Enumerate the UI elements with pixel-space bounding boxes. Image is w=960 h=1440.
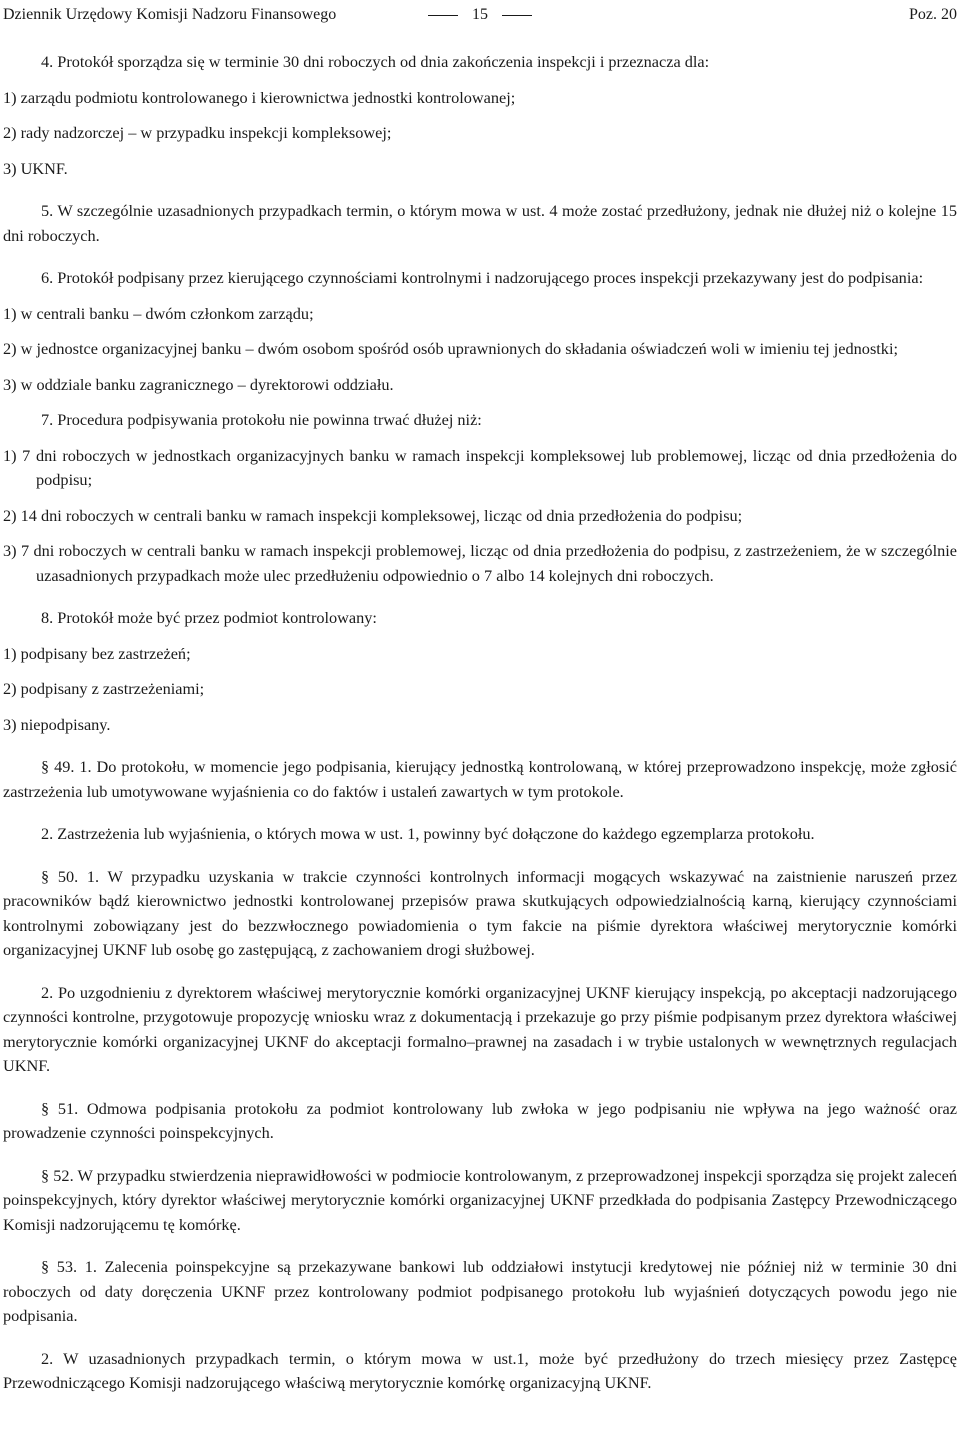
paragraph: § 51. Odmowa podpisania protokołu za podmiot kontrolowany lub zwłoka w jego podpisaniu nie wpływa na jego ważność oraz prowadzenie czynności poinspekcyjnych.	[3, 1098, 957, 1142]
paragraph: 4. Protokół sporządza się w terminie 30 dni roboczych od dnia zakończenia inspekcji i przeznacza dla:	[41, 52, 710, 71]
paragraph: § 50. 1. W przypadku uzyskania w trakcie czynności kontrolnych informacji mogących wskazywać na zaistnienie naruszeń przez pracowników bądź kierownictwo jednostki kontrolowanej przepisów prawa skutkujących odpowiedzialnością karną, kierujący czynnościami kontrolnymi zobowiązany jest do bezzwłocznego powiadomienia o tym fakcie na piśmie dyrektora właściwej merytorycznie komórki organizacyjnej UKNF lub osobę go zastępującą, z zachowaniem drogi służbowej.	[3, 866, 957, 959]
paragraph: § 52. W przypadku stwierdzenia nieprawidłowości w podmiocie kontrolowanym, z przeprowadzonej inspekcji sporządza się projekt zaleceń poinspekcyjnych, który dyrektor właściwej merytorycznie komórki organizacyjnej UKNF przedkłada do podpisania Zastępcy Przewodniczącego Komisji nadzorującemu tę komórkę.	[3, 1165, 957, 1234]
paragraph: § 49. 1. Do protokołu, w momencie jego podpisania, kierujący jednostką kontrolowaną, w której przeprowadzono inspekcję, może zgłosić zastrzeżenia lub umotywowane wyjaśnienia co do faktów i ustaleń zawartych w tym protokole.	[3, 757, 957, 801]
list-item: 3) w oddziale banku zagranicznego – dyrektorowi oddziału.	[3, 374, 394, 394]
paragraph: 6. Protokół podpisany przez kierującego czynnościami kontrolnymi i nadzorującego proces inspekcji przekazywany jest do podpisania:	[41, 268, 924, 287]
paragraph: § 53. 1. Zalecenia poinspekcyjne są przekazywane bankowi lub oddziałowi instytucji kredytowej nie później niż w terminie 30 dni roboczych od daty doręczenia UKNF przez kontrolowany podmiot podpisanego protokołu lub wyjaśnień dotyczących powodu jego nie podpisania.	[3, 1257, 957, 1325]
list-item: 3) niepodpisany.	[3, 714, 111, 734]
document-body	[3, 50, 957, 1407]
dash-right	[502, 15, 532, 16]
list-item: 2) 14 dni roboczych w centrali banku w ramach inspekcji kompleksowej, licząc od dnia przedłożenia do podpisu;	[3, 505, 743, 525]
paragraph: 2. Zastrzeżenia lub wyjaśnienia, o których mowa w ust. 1, powinny być dołączone do każdego egzemplarza protokołu.	[41, 824, 815, 843]
dash-left	[428, 15, 458, 16]
paragraph: 2. Po uzgodnieniu z dyrektorem właściwej merytorycznie komórki organizacyjnej UKNF kierujący inspekcją, po akceptacji nadzorującego czynności kontrolne, przygotowuje propozycję wniosku wraz z dokumentacją i przekazuje go przy piśmie podpisanym przez dyrektora właściwej merytorycznie komórki organizacyjnej UKNF do akceptacji formalno–prawnej na zasadach i w trybie ustalonych w wewnętrznych regulacjach UKNF.	[3, 982, 957, 1075]
page-header	[3, 6, 957, 30]
list-item: 1) 7 dni roboczych w jednostkach organizacyjnych banku w ramach inspekcji kompleksowej lub problemowej, licząc od dnia przedłożenia do podpisu;	[3, 445, 957, 489]
list-item: 3) 7 dni roboczych w centrali banku w ramach inspekcji problemowej, licząc od dnia przedłożenia do podpisu, z zastrzeżeniem, że w szczególnie uzasadnionych przypadkach może ulec przedłużeniu odpowiednio o 7 albo 14 kolejnych dni roboczych.	[3, 541, 957, 585]
list-item: 1) w centrali banku – dwóm członkom zarządu;	[3, 303, 314, 323]
list-item: 2) podpisany z zastrzeżeniami;	[3, 679, 205, 698]
journal-title: Dziennik Urzędowy Komisji Nadzoru Finansowego	[3, 6, 337, 23]
page-number	[3, 6, 957, 24]
list-item: 1) zarządu podmiotu kontrolowanego i kierownictwa jednostki kontrolowanej;	[3, 87, 516, 107]
position-number: Poz. 20	[909, 6, 957, 23]
list-item: 2) rady nadzorczej – w przypadku inspekcji kompleksowej;	[3, 123, 392, 142]
page-number-value: 15	[472, 6, 488, 23]
paragraph: 7. Procedura podpisywania protokołu nie powinna trwać dłużej niż:	[41, 410, 482, 429]
paragraph: 8. Protokół może być przez podmiot kontrolowany:	[41, 608, 377, 627]
paragraph: 5. W szczególnie uzasadnionych przypadkach termin, o którym mowa w ust. 4 może zostać przedłużony, jednak nie dłużej niż o kolejne 15 dni roboczych.	[3, 201, 957, 245]
list-item: 1) podpisany bez zastrzeżeń;	[3, 643, 191, 663]
paragraph: 2. W uzasadnionych przypadkach termin, o którym mowa w ust.1, może być przedłużony do trzech miesięcy przez Zastępcę Przewodniczącego Komisji nadzorującego właściwą merytorycznie komórkę organizacyjną UKNF.	[3, 1348, 957, 1392]
list-item: 3) UKNF.	[3, 158, 68, 178]
list-item: 2) w jednostce organizacyjnej banku – dwóm osobom spośród osób uprawnionych do składania oświadczeń woli w imieniu tej jednostki;	[3, 339, 898, 358]
